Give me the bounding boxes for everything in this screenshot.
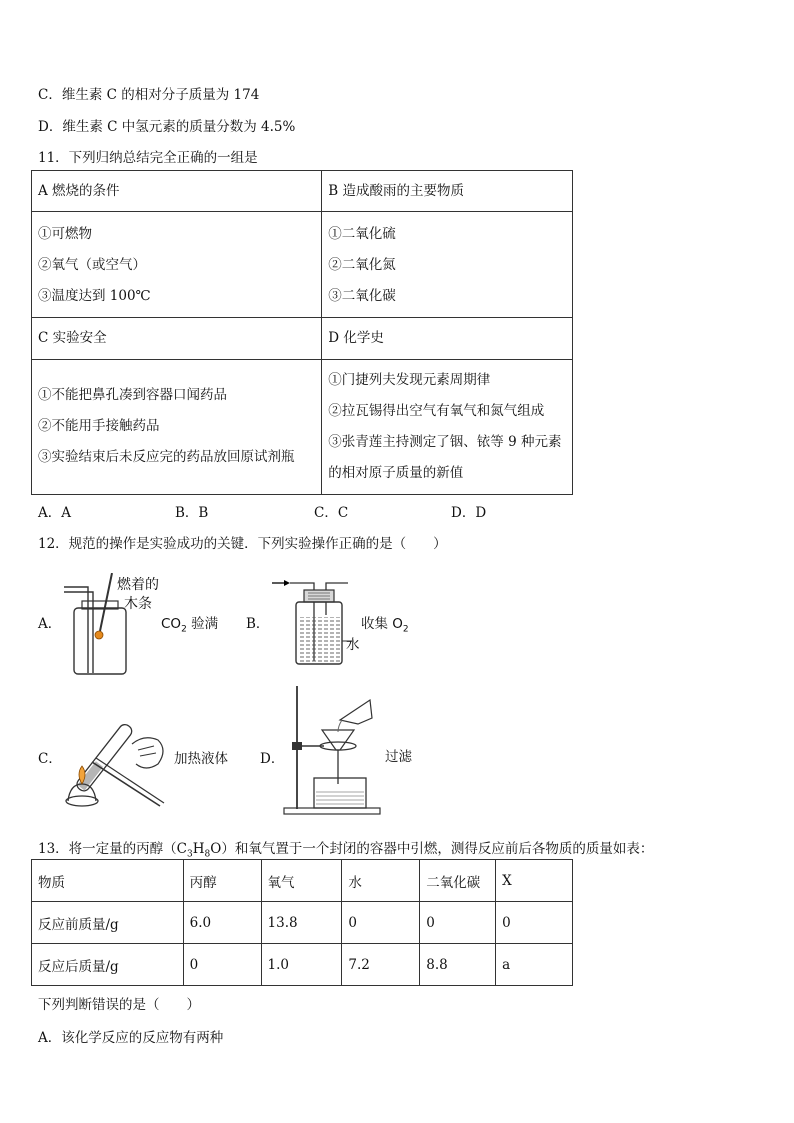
q12-b-letter: B． — [246, 616, 270, 632]
table-header-cell: 水 — [342, 860, 420, 902]
option-d-vitamin-hydrogen: D．维生素 C 中氢元素的质量分数为 4.5% — [38, 119, 296, 135]
table-cell: 0 — [496, 902, 573, 944]
q11-option-d: D．D — [451, 505, 487, 521]
list-item: ②不能用手接触药品 — [38, 418, 160, 434]
q11-option-c: C．C — [314, 505, 349, 521]
list-item: ③张青莲主持测定了铟、铱等 9 种元素 — [328, 434, 562, 450]
option-c-vitamin-mass: C．维生素 C 的相对分子质量为 174 — [38, 87, 260, 103]
heating-liquid-figure — [62, 706, 182, 810]
gas-bottle-figure — [270, 575, 360, 670]
table-header-cell: 氧气 — [261, 860, 342, 902]
q11-option-a: A．A — [38, 505, 71, 521]
q12-d-caption: 过滤 — [385, 749, 412, 765]
q11-options — [38, 501, 598, 521]
burning-stick-label: 燃着的 — [117, 577, 159, 593]
table-header-cell: 丙醇 — [183, 860, 261, 902]
list-item: ③二氧化碳 — [328, 288, 396, 304]
q12-c-letter: C． — [38, 751, 62, 767]
table-header-row — [32, 860, 573, 902]
table-cell: 1.0 — [261, 944, 342, 986]
q11-cell-a-items — [32, 212, 322, 318]
q12-c-caption: 加热液体 — [174, 751, 228, 767]
table-cell: 0 — [342, 902, 420, 944]
list-item: ②氧气（或空气） — [38, 257, 146, 273]
q11-cell-b-items — [322, 212, 573, 318]
q12-b-caption: 收集 $O_2$ — [361, 616, 409, 635]
table-cell: 8.8 — [420, 944, 496, 986]
q12-stem: 12．规范的操作是实验成功的关键．下列实验操作正确的是（ ） — [38, 536, 447, 552]
table-cell: a — [496, 944, 573, 986]
list-item: 的相对原子质量的新值 — [328, 465, 464, 481]
q11-cell-d-items — [322, 360, 573, 495]
table-cell: 反应前质量/g — [32, 902, 184, 944]
table-header-cell: 物质 — [32, 860, 184, 902]
table-cell: 0 — [420, 902, 496, 944]
q11-cell-c-head: C 实验安全 — [32, 318, 322, 360]
list-item: ①门捷列夫发现元素周期律 — [328, 372, 491, 388]
q11-cell-a-head: A 燃烧的条件 — [32, 171, 322, 212]
table-row — [32, 944, 573, 986]
q12-a-caption: $CO_2$ 验满 — [161, 616, 219, 635]
table-cell: 0 — [183, 944, 261, 986]
q13-question: 下列判断错误的是（ ） — [38, 997, 200, 1013]
list-item: ①二氧化硫 — [328, 226, 396, 242]
water-label: 水 — [346, 637, 360, 653]
q11-cell-b-head: B 造成酸雨的主要物质 — [322, 171, 573, 212]
filtration-figure — [282, 684, 392, 818]
list-item: ②二氧化氮 — [328, 257, 396, 273]
table-cell: 7.2 — [342, 944, 420, 986]
q13-stem: 13．将一定量的丙醇$(C_3H_8O)$和氧气置于一个封闭的容器中引燃，测得反应前后各物质的质量如表： — [38, 841, 654, 860]
q13-option-a: A．该化学反应的反应物有两种 — [38, 1030, 224, 1046]
q11-option-b: B．B — [175, 505, 209, 521]
q11-cell-c-items — [32, 360, 322, 495]
list-item: ③实验结束后未反应完的药品放回原试剂瓶 — [38, 449, 295, 465]
wood-stick-label: 木条 — [124, 596, 152, 612]
q12-d-letter: D． — [260, 751, 285, 767]
table-cell: 反应后质量/g — [32, 944, 184, 986]
table-cell: 6.0 — [183, 902, 261, 944]
q12-a-letter: A． — [38, 616, 62, 632]
table-header-cell: X — [496, 860, 573, 902]
list-item: ①可燃物 — [38, 226, 92, 242]
q11-summary-table — [31, 170, 573, 495]
table-header-cell: 二氧化碳 — [420, 860, 496, 902]
table-row — [32, 902, 573, 944]
list-item: ③温度达到 100℃ — [38, 288, 151, 304]
list-item: ②拉瓦锡得出空气有氧气和氮气组成 — [328, 403, 545, 419]
list-item: ①不能把鼻孔凑到容器口闻药品 — [38, 387, 227, 403]
q11-cell-d-head: D 化学史 — [322, 318, 573, 360]
q13-mass-table — [31, 859, 573, 986]
table-cell: 13.8 — [261, 902, 342, 944]
q11-stem: 11．下列归纳总结完全正确的一组是 — [38, 150, 258, 166]
